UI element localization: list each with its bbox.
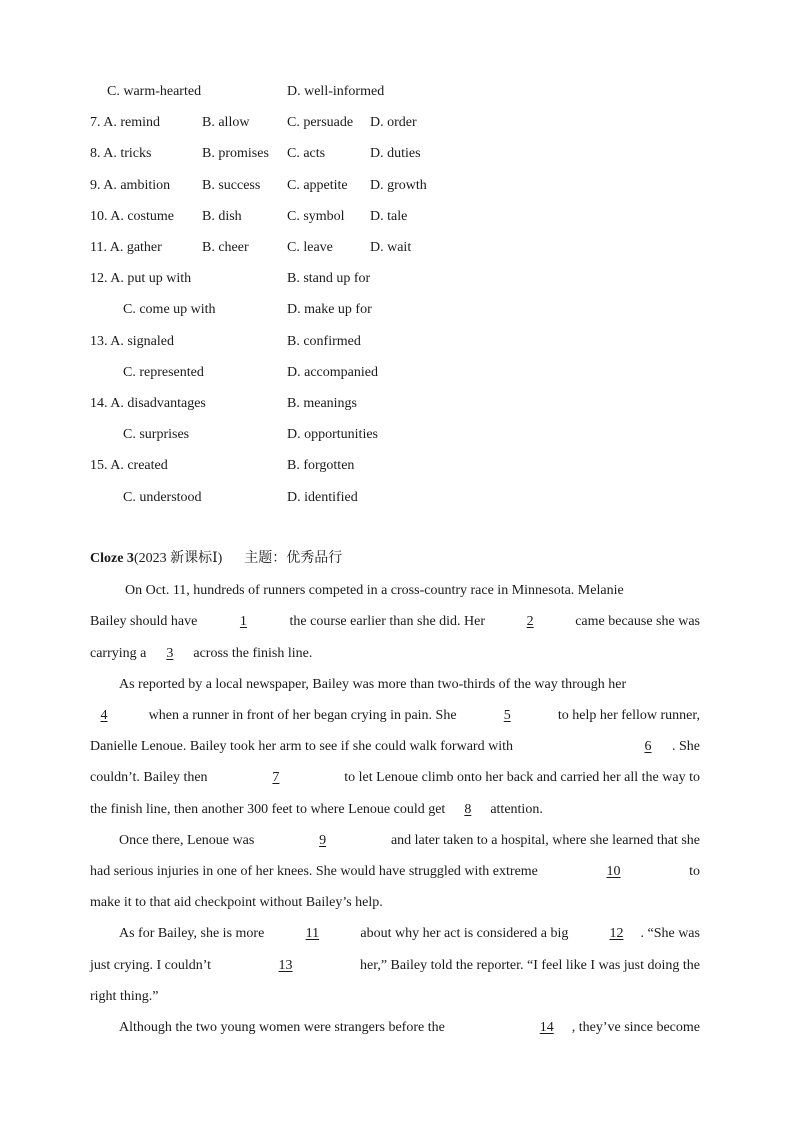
text: , they’ve since become bbox=[571, 1020, 700, 1035]
option-b: B. confirmed bbox=[287, 334, 361, 349]
blank-1[interactable]: 1 bbox=[239, 614, 247, 629]
blank-10[interactable]: 10 bbox=[606, 864, 621, 879]
option-b: B. success bbox=[202, 178, 261, 193]
option-b: B. promises bbox=[202, 146, 269, 161]
passage-line bbox=[90, 800, 543, 820]
text: carrying a bbox=[90, 646, 147, 661]
option-d: D. accompanied bbox=[287, 365, 378, 380]
text: the course earlier than she did. Her bbox=[289, 614, 486, 629]
option-b: B. dish bbox=[202, 209, 242, 224]
option-c: C. acts bbox=[287, 146, 326, 161]
option-d: D. wait bbox=[370, 240, 412, 255]
option-b: B. forgotten bbox=[287, 458, 355, 473]
option-b: B. stand up for bbox=[287, 271, 371, 286]
option-d: D. identified bbox=[287, 490, 358, 505]
text: just crying. I couldn’t bbox=[90, 958, 212, 973]
text: when a runner in front of her began crying in pain. She bbox=[148, 708, 457, 723]
option-d: D. opportunities bbox=[287, 427, 378, 442]
passage-line bbox=[90, 956, 700, 976]
passage-line bbox=[90, 987, 158, 1007]
option-c: C. surprises bbox=[123, 427, 190, 442]
passage-line bbox=[119, 1018, 700, 1038]
option-b: B. allow bbox=[202, 115, 250, 130]
passage-line bbox=[119, 675, 700, 695]
passage-line bbox=[90, 706, 700, 726]
blank-6[interactable]: 6 bbox=[644, 739, 652, 754]
text: to bbox=[689, 864, 700, 879]
blank-12[interactable]: 12 bbox=[609, 926, 624, 941]
blank-5[interactable]: 5 bbox=[503, 708, 511, 723]
option-d-q6: D. well-informed bbox=[287, 84, 385, 99]
option-c: C. understood bbox=[123, 490, 202, 505]
option-a: 10. A. costume bbox=[90, 209, 174, 224]
option-d: D. tale bbox=[370, 209, 408, 224]
option-c-q6: C. warm-hearted bbox=[107, 84, 202, 99]
section-heading bbox=[90, 549, 342, 569]
option-d: D. duties bbox=[370, 146, 421, 161]
text: to let Lenoue climb onto her back and carried her all the way to bbox=[344, 770, 700, 785]
option-d: D. growth bbox=[370, 178, 427, 193]
blank-9[interactable]: 9 bbox=[319, 833, 327, 848]
passage-line bbox=[90, 612, 700, 632]
blank-11[interactable]: 11 bbox=[305, 926, 320, 941]
section-topic: 主题：优秀品行 bbox=[244, 551, 343, 566]
passage-line bbox=[90, 768, 700, 788]
option-c: C. represented bbox=[123, 365, 204, 380]
blank-14[interactable]: 14 bbox=[539, 1020, 554, 1035]
passage-line bbox=[119, 924, 700, 944]
passage-line bbox=[90, 737, 700, 757]
passage-line bbox=[125, 581, 700, 601]
text: her,” Bailey told the reporter. “I feel like I was just doing the bbox=[360, 958, 700, 973]
blank-2[interactable]: 2 bbox=[526, 614, 534, 629]
passage-line bbox=[90, 644, 312, 664]
option-b: B. meanings bbox=[287, 396, 357, 411]
option-b: B. cheer bbox=[202, 240, 249, 255]
option-a: 8. A. tricks bbox=[90, 146, 152, 161]
blank-4[interactable]: 4 bbox=[100, 708, 108, 723]
text: to help her fellow runner, bbox=[557, 708, 700, 723]
text: Once there, Lenoue was bbox=[119, 833, 255, 848]
text: On Oct. 11, hundreds of runners competed in a cross-country race in Minnesota. Melanie bbox=[125, 583, 624, 598]
text: Although the two young women were strangers before the bbox=[119, 1020, 445, 1035]
option-a: 7. A. remind bbox=[90, 115, 160, 130]
section-source: (2023 新课标Ⅰ) bbox=[133, 551, 223, 566]
passage-line bbox=[119, 831, 700, 851]
text: Bailey should have bbox=[90, 614, 198, 629]
text: had serious injuries in one of her knees. She would have struggled with extreme bbox=[90, 864, 538, 879]
option-c: C. persuade bbox=[287, 115, 354, 130]
passage-line bbox=[90, 862, 700, 882]
option-a: 11. A. gather bbox=[90, 240, 162, 255]
text: Danielle Lenoue. Bailey took her arm to see if she could walk forward with bbox=[90, 739, 513, 754]
text: and later taken to a hospital, where she learned that she bbox=[390, 833, 700, 848]
option-a: 12. A. put up with bbox=[90, 271, 192, 286]
option-d: D. order bbox=[370, 115, 417, 130]
text: about why her act is considered a big bbox=[360, 926, 569, 941]
option-c: C. symbol bbox=[287, 209, 345, 224]
option-c: C. leave bbox=[287, 240, 333, 255]
option-a: 9. A. ambition bbox=[90, 178, 171, 193]
option-a: 15. A. created bbox=[90, 458, 168, 473]
text: couldn’t. Bailey then bbox=[90, 770, 208, 785]
text: As reported by a local newspaper, Bailey was more than two-thirds of the way through her bbox=[119, 677, 627, 692]
text: make it to that aid checkpoint without Bailey’s help. bbox=[90, 895, 383, 910]
option-d: D. make up for bbox=[287, 302, 372, 317]
text: . She bbox=[672, 739, 700, 754]
text: . “She was bbox=[640, 926, 700, 941]
blank-8[interactable]: 8 bbox=[464, 802, 472, 817]
text: right thing.” bbox=[90, 989, 159, 1004]
option-c: C. appetite bbox=[287, 178, 348, 193]
text: the finish line, then another 300 feet to where Lenoue could get bbox=[90, 802, 446, 817]
blank-7[interactable]: 7 bbox=[272, 770, 280, 785]
passage-line bbox=[90, 893, 383, 913]
blank-13[interactable]: 13 bbox=[278, 958, 293, 973]
option-a: 14. A. disadvantages bbox=[90, 396, 206, 411]
text: came because she was bbox=[575, 614, 700, 629]
section-title: Cloze 3 bbox=[90, 551, 134, 566]
option-a: 13. A. signaled bbox=[90, 334, 174, 349]
text: attention. bbox=[490, 802, 543, 817]
text: across the finish line. bbox=[193, 646, 313, 661]
blank-3[interactable]: 3 bbox=[166, 646, 174, 661]
text: As for Bailey, she is more bbox=[119, 926, 265, 941]
option-c: C. come up with bbox=[123, 302, 216, 317]
